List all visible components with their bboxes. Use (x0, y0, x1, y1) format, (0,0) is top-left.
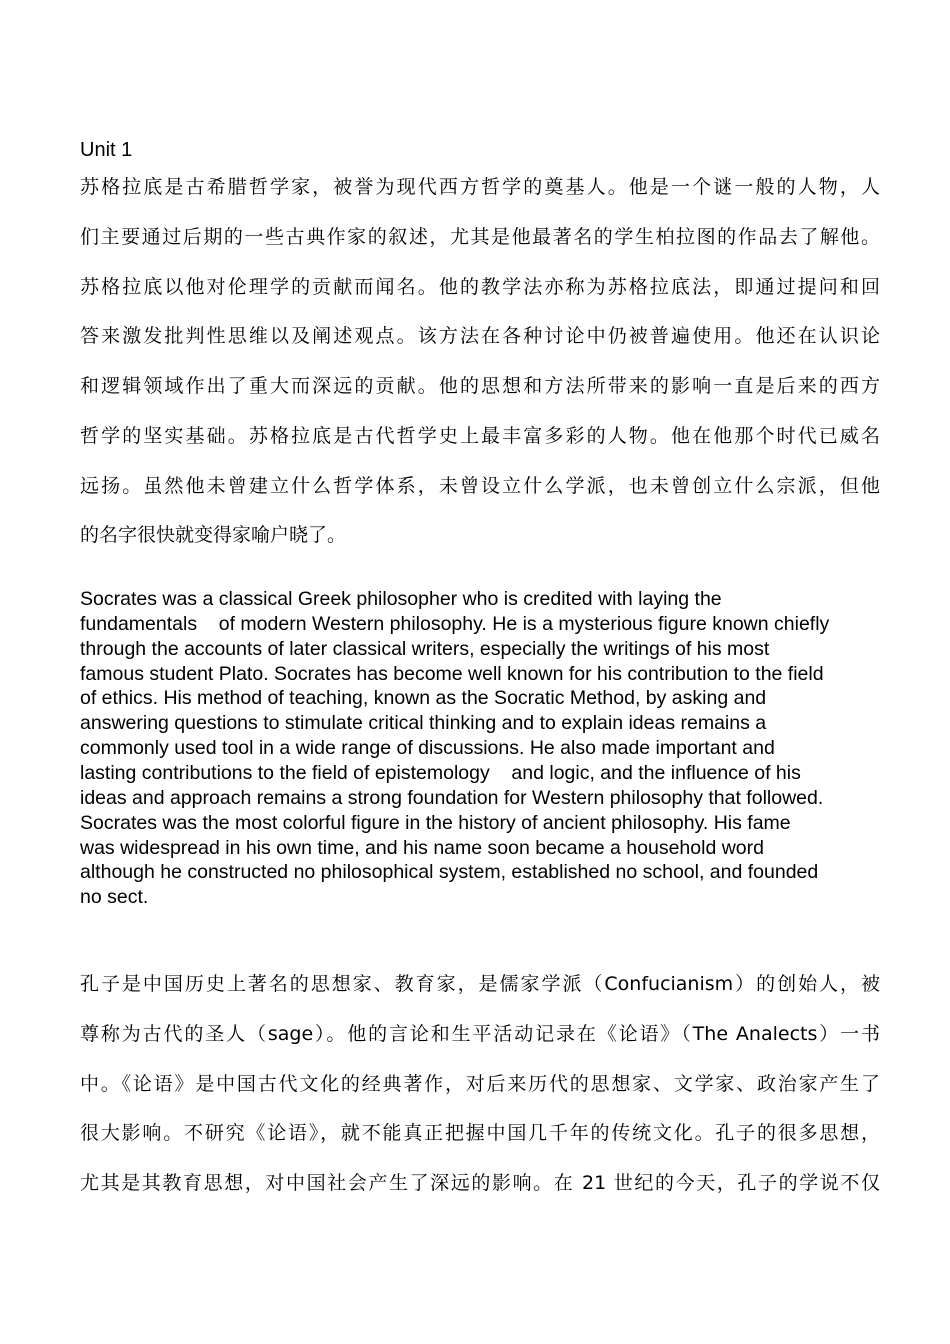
socrates-en-line: Socrates was a classical Greek philosopher who is credited with laying the (80, 588, 722, 610)
confucius-cn-line: 尤其是其教育思想，对中国社会产生了深远的影响。在 21 世纪的今天，孔子的学说不仅 (80, 1172, 880, 1194)
socrates-en-line: fundamentals of modern Western philosophy. He is a mysterious figure known chiefly (80, 613, 830, 635)
socrates-cn-line: 答来激发批判性思维以及阐述观点。该方法在各种讨论中仍被普遍使用。他还在认识论 (80, 325, 880, 347)
confucius-cn-line: 尊称为古代的圣人（sage）。他的言论和生平活动记录在《论语》（The Analects）一书 (80, 1023, 880, 1045)
socrates-cn-line: 的名字很快就变得家喻户晓了。 (80, 524, 347, 546)
socrates-en-line: answering questions to stimulate critical thinking and to explain ideas remains a (80, 712, 767, 734)
socrates-en-line: commonly used tool in a wide range of discussions. He also made important and (80, 737, 775, 759)
socrates-en-line: of ethics. His method of teaching, known as the Socratic Method, by asking and (80, 687, 767, 709)
socrates-cn-line: 苏格拉底以他对伦理学的贡献而闻名。他的教学法亦称为苏格拉底法，即通过提问和回 (80, 276, 880, 298)
unit-title: Unit 1 (80, 139, 133, 161)
confucius-cn-line: 中。《论语》是中国古代文化的经典著作，对后来历代的思想家、文学家、政治家产生了 (80, 1073, 880, 1095)
socrates-cn-line: 哲学的坚实基础。苏格拉底是古代哲学史上最丰富多彩的人物。他在他那个时代已威名 (80, 425, 880, 447)
socrates-en-line: ideas and approach remains a strong foundation for Western philosophy that followed. (80, 787, 824, 809)
socrates-en-line: no sect. (80, 886, 149, 908)
socrates-cn-line: 和逻辑领域作出了重大而深远的贡献。他的思想和方法所带来的影响一直是后来的西方 (80, 375, 880, 397)
socrates-en-line: although he constructed no philosophical system, established no school, and founded (80, 861, 819, 883)
socrates-en-line: famous student Plato. Socrates has become well known for his contribution to the field (80, 663, 824, 685)
confucius-cn-line: 孔子是中国历史上著名的思想家、教育家，是儒家学派（Confucianism）的创始人，被 (80, 973, 880, 995)
confucius-cn-line: 很大影响。不研究《论语》，就不能真正把握中国几千年的传统文化。孔子的很多思想， (80, 1122, 880, 1144)
socrates-cn-line: 们主要通过后期的一些古典作家的叙述，尤其是他最著名的学生柏拉图的作品去了解他。 (80, 226, 880, 248)
socrates-en-line: lasting contributions to the field of epistemology and logic, and the influence of his (80, 762, 801, 784)
socrates-en-line: was widespread in his own time, and his name soon became a household word (80, 837, 764, 859)
socrates-en-line: through the accounts of later classical writers, especially the writings of his most (80, 638, 770, 660)
socrates-en-line: Socrates was the most colorful figure in the history of ancient philosophy. His fame (80, 812, 791, 834)
socrates-cn-line: 远扬。虽然他未曾建立什么哲学体系，未曾设立什么学派，也未曾创立什么宗派，但他 (80, 475, 880, 497)
socrates-cn-line: 苏格拉底是古希腊哲学家，被誉为现代西方哲学的奠基人。他是一个谜一般的人物，人 (80, 176, 880, 198)
